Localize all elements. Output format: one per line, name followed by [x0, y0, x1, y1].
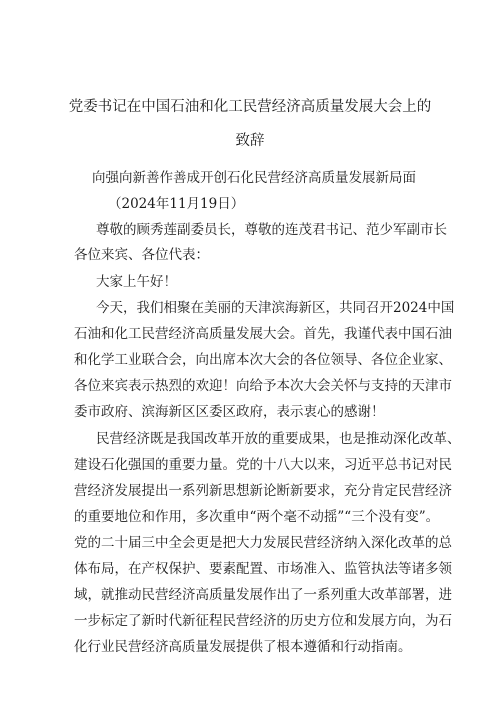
- paragraph-2-line: 民营经济既是我国改革开放的重要成果，也是推动深化改革、: [96, 431, 461, 447]
- document-title-line-2: 致辞: [235, 133, 265, 149]
- salutation-line-1: 尊敬的顾秀莲副委员长，尊敬的连茂君书记、范少军副市长: [96, 222, 447, 238]
- paragraph-1-line: 今天，我们相聚在美丽的天津滨海新区，共同召开2024中国: [96, 300, 455, 316]
- paragraph-2-line: 营经济发展提出一系列新思想新论断新要求，充分肯定民营经济: [74, 483, 452, 499]
- paragraph-2-line: 一步标定了新时代新征程民营经济的历史方位和发展方向，为石: [74, 613, 452, 629]
- paragraph-2-line: 化行业民营经济高质量发展提供了根本遵循和行动指南。: [74, 639, 412, 655]
- greeting: 大家上午好！: [96, 274, 177, 290]
- paragraph-2-line: 党的二十届三中全会更是把大力发展民营经济纳入深化改革的总: [74, 535, 452, 551]
- paragraph-2-line: 体布局，在产权保护、要素配置、市场准入、监管执法等诸多领: [74, 561, 452, 577]
- document-subtitle: 向强向新善作善成开创石化民营经济高质量发展新局面: [92, 170, 416, 186]
- paragraph-1-line: 石油和化工民营经济高质量发展大会。首先，我谨代表中国石油: [74, 326, 452, 342]
- speech-date: （2024年11月19日）: [108, 196, 245, 212]
- paragraph-2-line: 域，就推动民营经济高质量发展作出了一系列重大改革部署，进: [74, 587, 452, 603]
- paragraph-1-line: 委市政府、滨海新区区委区政府，表示衷心的感谢！: [74, 404, 385, 420]
- paragraph-2-line: 的重要地位和作用，多次重申“两个毫不动摇”“三个没有变”。: [74, 509, 440, 525]
- paragraph-1-line: 各位来宾表示热烈的欢迎！向给予本次大会关怀与支持的天津市: [74, 378, 452, 394]
- paragraph-2-line: 建设石化强国的重要力量。党的十八大以来，习近平总书记对民: [74, 457, 452, 473]
- document-title-line-1: 党委书记在中国石油和化工民营经济高质量发展大会上的: [68, 99, 432, 115]
- salutation-line-2: 各位来宾、各位代表：: [74, 247, 209, 263]
- paragraph-1-line: 和化学工业联合会，向出席本次大会的各位领导、各位企业家、: [74, 352, 452, 368]
